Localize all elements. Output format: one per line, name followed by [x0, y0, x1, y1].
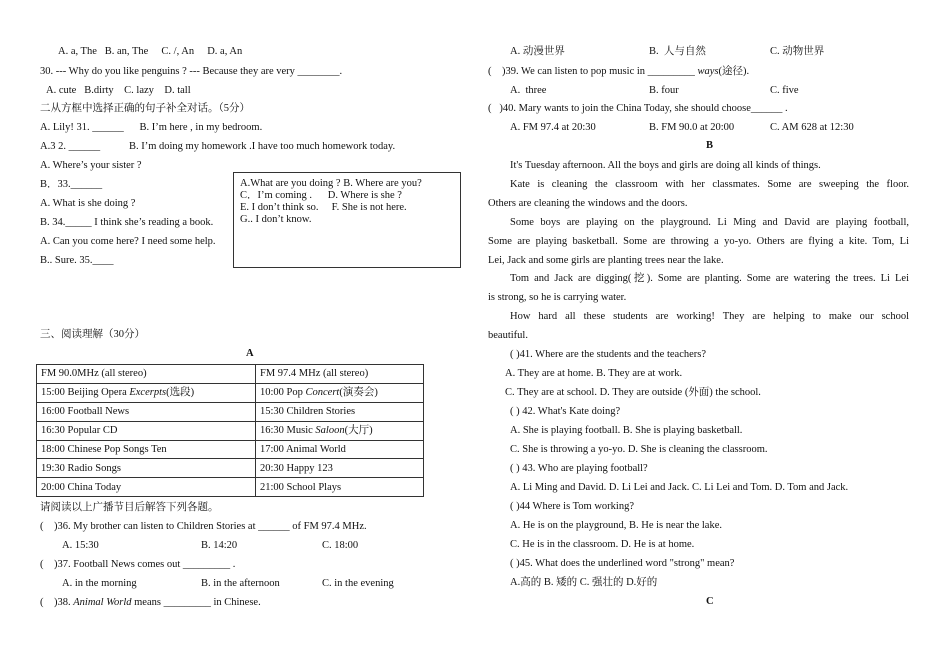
q41-options: A. They are at home. B. They are at work. — [505, 368, 683, 379]
dialogue-line: A. Lily! 31. ______ B. I’m here , in my bedroom. — [40, 122, 263, 133]
question-38: ( )38. Animal World means _________ in Chinese. — [40, 597, 261, 608]
dialogue-line: A. Where’s your sister ? — [40, 160, 142, 171]
table-row — [37, 402, 424, 421]
table-cell: 16:00 Football News — [37, 402, 256, 421]
q38-option: A. 动漫世界 — [510, 46, 565, 57]
table-cell: 16:30 Music Saloon(大厅) — [256, 421, 424, 440]
dialogue-line: A. What is she doing ? — [40, 198, 136, 209]
table-row — [37, 440, 424, 459]
q43-options: A. Li Ming and David. D. Li Lei and Jack. C. Li Lei and Tom. D. Tom and Jack. — [510, 482, 849, 493]
q42-options: A. She is playing football. B. She is playing basketball. — [510, 425, 743, 436]
dialogue-line: B. 34._____ I think she’s reading a book. — [40, 217, 214, 228]
q37-option: A. in the morning — [62, 578, 137, 589]
table-row — [37, 459, 424, 478]
table-cell: 20:30 Happy 123 — [256, 459, 424, 478]
q36-option: B. 14:20 — [201, 540, 238, 551]
q40-option: B. FM 90.0 at 20:00 — [649, 122, 735, 133]
passage-line: Some boys are playing on the playground. Li Ming and David are playing football, — [510, 217, 909, 228]
table-cell: 17:00 Animal World — [256, 440, 424, 459]
passage-line: Lei, Jack and some girls are planting trees near the lake. — [488, 255, 724, 266]
question-45: ( )45. What does the underlined word "strong" mean? — [510, 558, 735, 569]
q44-options: A. He is on the playground, B. He is near the lake. — [510, 520, 722, 531]
dialogue-line: B.. Sure. 35.____ — [40, 255, 114, 266]
box-line: E. I don’t think so. F. She is not here. — [240, 202, 407, 213]
passage-line: It's Tuesday afternoon. All the boys and girls are doing all kinds of things. — [510, 160, 821, 171]
q45-options: A.高的 B. 矮的 C. 强壮的 D.好的 — [510, 577, 658, 588]
table-cell: 19:30 Radio Songs — [37, 459, 256, 478]
q41-options: C. They are at school. D. They are outside (外面) the school. — [505, 387, 761, 398]
part-c-heading: C — [706, 596, 714, 607]
passage-line: How hard all these students are working! They are helping to make our school — [510, 311, 909, 322]
question-36: ( )36. My brother can listen to Children Stories at ______ of FM 97.4 MHz. — [40, 521, 367, 532]
q44-options: C. He is in the classroom. D. He is at home. — [510, 539, 695, 550]
table-row — [37, 421, 424, 440]
box-line: C．I’m coming . D. Where is she ? — [240, 190, 402, 201]
passage-line: Kate is cleaning the classroom with her classmates. Some are sweeping the floor. — [510, 179, 909, 190]
box-line: G.. I don’t know. — [240, 214, 312, 225]
q36-option: A. 15:30 — [62, 540, 99, 551]
box-line: A.What are you doing ? B. Where are you? — [240, 178, 422, 189]
question-40: ( )40. Mary wants to join the China Today, she should choose______ . — [488, 103, 788, 114]
section-2-title: 二从方框中选择正确的句子补全对话。（5分） — [40, 103, 250, 114]
q38-option: C. 动物世界 — [770, 46, 825, 57]
table-header-cell: FM 90.0MHz (all stereo) — [37, 365, 256, 384]
section-3-title: 三、阅读理解（30分） — [40, 329, 145, 340]
table-cell: 15:00 Beijing Opera Excerpts(选段) — [37, 383, 256, 402]
question-39: ( )39. We can listen to pop music in _________ ways(途径). — [488, 66, 750, 77]
question-42: ( ) 42. What's Kate doing? — [510, 406, 621, 417]
table-row — [37, 383, 424, 402]
options-box — [233, 172, 461, 268]
question-44: ( )44 Where is Tom working? — [510, 501, 634, 512]
question-30: 30. --- Why do you like penguins ? --- Because they are very ________. — [40, 66, 343, 77]
table-cell: 16:30 Popular CD — [37, 421, 256, 440]
table-cell: 15:30 Children Stories — [256, 402, 424, 421]
q40-option: A. FM 97.4 at 20:30 — [510, 122, 596, 133]
radio-schedule-table — [36, 364, 424, 497]
q29-options: A. a, The B. an, The C. /, An D. a, An — [58, 46, 243, 57]
passage-line: Tom and Jack are digging(挖). Some are planting. Some are watering the trees. Li Lei — [510, 273, 909, 284]
q39-option: B. four — [649, 85, 679, 96]
table-instruction: 请阅读以上广播节目后解答下列各题。 — [40, 502, 219, 513]
q37-option: C. in the evening — [322, 578, 394, 589]
table-cell: 21:00 School Plays — [256, 478, 424, 497]
table-header-cell: FM 97.4 MHz (all stereo) — [256, 365, 424, 384]
q38-option: B. 人与自然 — [649, 46, 706, 57]
q39-option: C. five — [770, 85, 799, 96]
dialogue-line: B．33.______ — [40, 179, 103, 190]
passage-line: is strong, so he is carrying water. — [488, 292, 627, 303]
q37-option: B. in the afternoon — [201, 578, 280, 589]
q42-options: C. She is throwing a yo-yo. D. She is cleaning the classroom. — [510, 444, 768, 455]
passage-line: beautiful. — [488, 330, 528, 341]
table-cell: 10:00 Pop Concert(演奏会) — [256, 383, 424, 402]
passage-line: Others are cleaning the windows and the doors. — [488, 198, 688, 209]
part-b-heading: B — [706, 140, 714, 151]
dialogue-line: A. Can you come here? I need some help. — [40, 236, 216, 247]
table-header-row — [37, 365, 424, 384]
question-37: ( )37. Football News comes out _________ . — [40, 559, 236, 570]
q36-option: C. 18:00 — [322, 540, 359, 551]
table-cell: 20:00 China Today — [37, 478, 256, 497]
part-a-heading: A — [246, 348, 254, 359]
table-row — [37, 478, 424, 497]
passage-line: Some are playing basketball. Some are throwing a yo-yo. Others are flying a kite. Tom, Li — [488, 236, 909, 247]
question-43: ( ) 43. Who are playing football? — [510, 463, 648, 474]
dialogue-line: A.3 2. ______ B. I’m doing my homework .I have too much homework today. — [40, 141, 396, 152]
q30-options: A. cute B.dirty C. lazy D. tall — [46, 85, 191, 96]
question-41: ( )41. Where are the students and the teachers? — [510, 349, 707, 360]
q39-option: A. three — [510, 85, 547, 96]
q40-option: C. AM 628 at 12:30 — [770, 122, 854, 133]
table-cell: 18:00 Chinese Pop Songs Ten — [37, 440, 256, 459]
